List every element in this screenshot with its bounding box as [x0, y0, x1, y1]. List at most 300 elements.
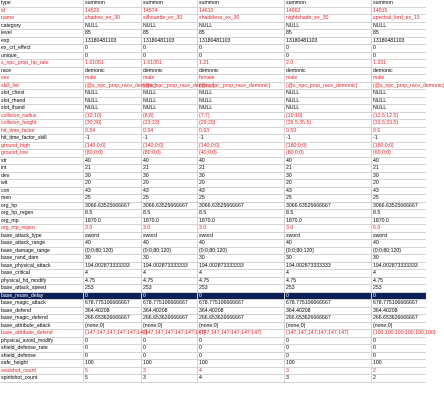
row-key-cell[interactable]: shield_defense [0, 353, 84, 360]
row-key-cell[interactable]: ex_crt_effect [0, 45, 84, 52]
value-cell[interactable]: 13180481103 [84, 38, 142, 45]
value-cell[interactable]: 364.40208 [373, 307, 398, 314]
table-row[interactable] [0, 113, 426, 121]
value-cell[interactable]: NULL [198, 90, 285, 97]
value-cell[interactable]: 30 [285, 255, 372, 262]
value-cell[interactable]: 364.40208 [84, 308, 142, 315]
value-cell[interactable]: 0 [84, 53, 142, 60]
value-cell[interactable]: 4.75 [142, 278, 198, 285]
value-cell[interactable]: 0 [373, 352, 376, 359]
value-cell[interactable]: NULL [373, 90, 387, 96]
value-cell[interactable]: summon [373, 0, 393, 6]
value-cell[interactable]: silhouette_ex_30 [142, 15, 198, 22]
value-cell[interactable]: NULL [373, 105, 387, 111]
value-cell[interactable]: 30 [198, 255, 285, 262]
value-cell[interactable]: NULL [198, 23, 285, 30]
value-cell[interactable]: 0.59 [285, 128, 372, 135]
value-cell[interactable]: {100;100;100;100;100;100} [373, 330, 436, 336]
value-cell[interactable]: 40 [84, 158, 142, 165]
value-cell[interactable]: 0 [285, 353, 372, 360]
value-cell[interactable]: 8.5 [198, 210, 285, 217]
value-cell[interactable]: NULL [84, 90, 142, 97]
table-row[interactable] [0, 293, 426, 301]
value-cell[interactable]: nightshade_ex_30 [285, 15, 372, 22]
value-cell[interactable]: 1.331 [373, 60, 386, 66]
value-cell[interactable]: 364.40208 [285, 308, 372, 315]
value-cell[interactable]: 30 [373, 255, 379, 261]
value-cell[interactable]: 266.653626666667 [373, 315, 418, 321]
value-cell[interactable]: {none;0} [285, 323, 372, 330]
value-cell[interactable]: NULL [285, 23, 372, 30]
value-cell[interactable]: 1.61051 [142, 60, 198, 67]
value-cell[interactable]: 30 [84, 255, 142, 262]
row-key-cell[interactable]: base_rand_dam [0, 255, 84, 262]
value-cell[interactable]: {80;0;0} [142, 150, 198, 157]
row-key-cell[interactable]: base_critical [0, 270, 84, 277]
value-cell[interactable]: 2 [373, 375, 376, 381]
row-key-cell[interactable]: name [0, 15, 84, 22]
value-cell[interactable]: summon [285, 0, 372, 7]
value-cell[interactable]: {10;10} [84, 113, 142, 120]
value-cell[interactable]: {none;0} [198, 323, 285, 330]
value-cell[interactable]: 1870.0 [285, 218, 372, 225]
value-cell[interactable]: 100 [198, 360, 285, 367]
value-cell[interactable]: 194.002873333333 [285, 263, 372, 270]
value-cell[interactable]: NULL [285, 98, 372, 105]
table-row[interactable] [0, 98, 426, 106]
value-cell[interactable]: 21 [285, 165, 372, 172]
row-key-cell[interactable]: ground_low [0, 150, 84, 157]
table-row[interactable] [0, 143, 426, 151]
table-row[interactable] [0, 15, 426, 23]
row-key-cell[interactable]: physical_hit_modify [0, 278, 84, 285]
value-cell[interactable]: NULL [142, 90, 198, 97]
value-cell[interactable]: 266.653626666667 [84, 315, 142, 322]
value-cell[interactable]: 43 [84, 188, 142, 195]
value-cell[interactable]: NULL [198, 98, 285, 105]
table-row[interactable] [0, 135, 426, 143]
table-row[interactable] [0, 105, 426, 113]
row-key-cell[interactable]: org_mp [0, 218, 84, 225]
value-cell[interactable]: 194.002873333333 [373, 262, 418, 269]
value-cell[interactable]: 43 [142, 188, 198, 195]
value-cell[interactable]: 85 [198, 30, 285, 37]
value-cell[interactable]: -1 [84, 135, 142, 142]
table-row[interactable] [0, 8, 426, 16]
row-key-cell[interactable]: s_npc_prop_hp_rate [0, 60, 84, 67]
row-key-cell[interactable]: category [0, 23, 84, 30]
value-cell[interactable]: {0;0;80;120} [285, 248, 372, 255]
value-cell[interactable]: 4 [142, 270, 198, 277]
value-cell[interactable]: 13180481103 [373, 37, 405, 44]
value-cell[interactable]: -1 [142, 135, 198, 142]
value-cell[interactable]: 0 [373, 337, 376, 344]
value-cell[interactable]: 1870.0 [142, 218, 198, 225]
value-cell[interactable]: 85 [142, 30, 198, 37]
value-cell[interactable]: 0 [84, 45, 142, 52]
value-cell[interactable]: {12.5;12.5} [373, 112, 399, 119]
value-cell[interactable]: 253 [285, 285, 372, 292]
value-cell[interactable]: {80;0;0} [84, 150, 142, 157]
value-cell[interactable]: 3066.63525666667 [84, 203, 142, 210]
value-cell[interactable]: {@s_npc_prop_race_demonic} [85, 82, 157, 89]
value-cell[interactable]: 25 [373, 195, 379, 201]
value-cell[interactable]: 0 [198, 338, 285, 345]
table-row[interactable] [0, 338, 426, 346]
row-key-cell[interactable]: con [0, 188, 84, 195]
value-cell[interactable]: 1.21 [198, 60, 285, 67]
value-cell[interactable]: summon [198, 0, 285, 7]
row-key-cell[interactable]: sex [0, 75, 84, 82]
value-cell[interactable]: NULL [142, 98, 198, 105]
value-cell[interactable]: male [285, 75, 372, 82]
value-cell[interactable]: sword [373, 232, 387, 239]
table-row[interactable] [0, 285, 426, 293]
value-cell[interactable]: NULL [285, 105, 372, 112]
value-cell[interactable]: 0 [373, 52, 376, 59]
value-cell[interactable]: demonic [373, 67, 393, 74]
value-cell[interactable]: NULL [142, 105, 198, 112]
value-cell[interactable]: {0;0;80;120} [373, 247, 401, 254]
value-cell[interactable]: 21 [198, 165, 285, 172]
value-cell[interactable]: 678.775106666667 [198, 300, 285, 307]
value-cell[interactable]: 0 [142, 345, 198, 352]
value-cell[interactable]: 0 [84, 293, 142, 300]
value-cell[interactable]: 0 [198, 345, 285, 352]
value-cell[interactable]: {147;147;147;147;147;147} [143, 330, 206, 336]
value-cell[interactable]: 0 [142, 338, 198, 345]
value-cell[interactable]: 85 [285, 30, 372, 37]
value-cell[interactable]: 253 [198, 285, 285, 292]
value-cell[interactable]: 678.775106666667 [84, 300, 142, 307]
row-key-cell[interactable]: level [0, 30, 84, 37]
value-cell[interactable]: 85 [84, 30, 142, 37]
value-cell[interactable]: sword [142, 233, 198, 240]
value-cell[interactable]: 0 [285, 45, 372, 52]
row-key-cell[interactable]: base_attribute_defend [0, 330, 84, 337]
value-cell[interactable]: 678.775106666667 [373, 300, 418, 306]
table-row[interactable] [0, 345, 426, 353]
value-cell[interactable]: 0 [285, 338, 372, 345]
value-cell[interactable]: 40 [198, 158, 285, 165]
row-key-cell[interactable]: collision_height [0, 120, 84, 127]
value-cell[interactable]: 20 [285, 180, 372, 187]
row-key-cell[interactable]: base_magic_defend [0, 315, 84, 322]
value-cell[interactable]: shadeless_ex_30 [198, 15, 285, 22]
value-cell[interactable]: {10;10} [285, 113, 372, 120]
table-row[interactable] [0, 90, 426, 98]
table-row[interactable] [0, 225, 426, 233]
row-key-cell[interactable]: base_magic_attack [0, 300, 84, 307]
value-cell[interactable]: 4.75 [198, 278, 285, 285]
value-cell[interactable]: {0;0;80;120} [198, 248, 285, 255]
value-cell[interactable]: 6.0 [373, 225, 381, 231]
value-cell[interactable]: 3.0 [142, 225, 198, 232]
value-cell[interactable]: 4 [198, 368, 285, 375]
value-cell[interactable]: 30 [142, 173, 198, 180]
value-cell[interactable]: -1 [373, 135, 378, 141]
value-cell[interactable]: 5 [84, 375, 142, 382]
value-cell[interactable]: 253 [373, 285, 382, 291]
table-row[interactable] [0, 173, 426, 181]
table-row[interactable] [0, 210, 426, 218]
value-cell[interactable]: 14610 [198, 8, 285, 15]
value-cell[interactable]: 194.002873333333 [198, 263, 285, 270]
value-cell[interactable]: 266.653626666667 [198, 315, 285, 322]
value-cell[interactable]: 100 [84, 360, 142, 367]
value-cell[interactable]: 678.775106666667 [285, 300, 372, 307]
value-cell[interactable]: 0 [198, 353, 285, 360]
value-cell[interactable]: 0 [142, 53, 198, 60]
value-cell[interactable]: 0 [285, 53, 372, 60]
value-cell[interactable]: {180;0;0} [373, 142, 394, 149]
row-key-cell[interactable]: wit [0, 180, 84, 187]
value-cell[interactable]: 30 [373, 172, 379, 179]
table-row[interactable] [0, 120, 426, 128]
value-cell[interactable]: sword [84, 233, 142, 240]
value-cell[interactable]: 25 [142, 195, 198, 202]
value-cell[interactable]: 1870.0 [198, 218, 285, 225]
value-cell[interactable]: 0 [84, 353, 142, 360]
value-cell[interactable]: 100 [373, 360, 382, 366]
value-cell[interactable]: {29;29} [198, 120, 285, 127]
value-cell[interactable]: {@s_npc_prop_race_demonic} [143, 82, 215, 89]
row-key-cell[interactable]: type [0, 0, 84, 7]
value-cell[interactable]: 40 [373, 240, 379, 246]
value-cell[interactable]: 5 [84, 368, 142, 375]
value-cell[interactable]: 40 [142, 240, 198, 247]
row-key-cell[interactable]: base_attack_range [0, 240, 84, 247]
row-key-cell[interactable]: org_hp [0, 203, 84, 210]
value-cell[interactable]: 0 [285, 293, 372, 300]
value-cell[interactable]: 8.5 [142, 210, 198, 217]
row-key-cell[interactable]: exp [0, 38, 84, 45]
value-cell[interactable]: 0.54 [84, 128, 142, 135]
value-cell[interactable]: {140;0;0} [198, 143, 285, 150]
value-cell[interactable]: 194.002873333333 [142, 263, 198, 270]
value-cell[interactable]: 678.775106666667 [142, 300, 198, 307]
row-key-cell[interactable]: base_reuse_delay [0, 293, 84, 300]
value-cell[interactable]: 20 [373, 180, 379, 186]
table-row[interactable] [0, 45, 426, 53]
value-cell[interactable]: 1870.0 [84, 218, 142, 225]
value-cell[interactable]: 40 [198, 240, 285, 247]
value-cell[interactable]: 4 [198, 375, 285, 382]
value-cell[interactable]: 8.5 [373, 210, 381, 216]
value-cell[interactable]: 21 [373, 165, 379, 171]
value-cell[interactable]: -1 [198, 135, 285, 142]
value-cell[interactable]: NULL [84, 98, 142, 105]
row-key-cell[interactable]: unique_ [0, 53, 84, 60]
row-key-cell[interactable]: base_attribute_attack [0, 323, 84, 330]
row-key-cell[interactable]: slot_rhand [0, 98, 84, 105]
value-cell[interactable]: 3.0 [198, 225, 285, 232]
value-cell[interactable]: demonic [285, 68, 372, 75]
table-row[interactable] [0, 158, 426, 166]
value-cell[interactable]: NULL [142, 23, 198, 30]
value-cell[interactable]: {30;30} [84, 120, 142, 127]
value-cell[interactable]: 3 [142, 375, 198, 382]
table-row[interactable] [0, 270, 426, 278]
table-row[interactable] [0, 188, 426, 196]
value-cell[interactable]: {0;0;80;120} [142, 248, 198, 255]
row-key-cell[interactable]: hit_time_factor_skill [0, 135, 84, 142]
value-cell[interactable]: 13180481103 [285, 38, 372, 45]
value-cell[interactable]: 253 [142, 285, 198, 292]
value-cell[interactable]: 4 [198, 270, 285, 277]
value-cell[interactable]: 3066.63525666667 [142, 203, 198, 210]
value-cell[interactable]: 40 [142, 158, 198, 165]
value-cell[interactable]: sword [198, 233, 285, 240]
table-row[interactable] [0, 38, 426, 46]
row-key-cell[interactable]: base_defend [0, 308, 84, 315]
value-cell[interactable]: 85 [373, 30, 379, 36]
table-row[interactable] [0, 23, 426, 31]
table-row[interactable] [0, 195, 426, 203]
value-cell[interactable]: 0 [285, 345, 372, 352]
value-cell[interactable]: summon [84, 0, 142, 7]
table-row[interactable] [0, 233, 426, 241]
value-cell[interactable]: 13180481103 [198, 38, 285, 45]
value-cell[interactable]: {7;7} [198, 113, 285, 120]
value-cell[interactable]: 4.75 [84, 278, 142, 285]
table-row[interactable] [0, 0, 426, 8]
value-cell[interactable]: {140;0;0} [142, 143, 198, 150]
value-cell[interactable]: 100 [142, 360, 198, 367]
value-cell[interactable]: 14574 [142, 8, 198, 15]
value-cell[interactable]: {80;0;0} [285, 150, 372, 157]
row-key-cell[interactable]: slot_chest [0, 90, 84, 97]
table-row[interactable] [0, 218, 426, 226]
row-key-cell[interactable]: int [0, 165, 84, 172]
value-cell[interactable]: 43 [373, 187, 379, 194]
row-key-cell[interactable]: id [0, 8, 84, 15]
value-cell[interactable]: male [373, 75, 385, 81]
value-cell[interactable]: 0 [142, 293, 198, 300]
table-row[interactable] [0, 82, 444, 91]
value-cell[interactable]: 0 [142, 45, 198, 52]
value-cell[interactable]: sword [285, 233, 372, 240]
row-key-cell[interactable]: soulshot_count [0, 368, 84, 375]
value-cell[interactable]: 40 [285, 240, 372, 247]
value-cell[interactable]: 4 [373, 270, 376, 276]
table-row[interactable] [0, 368, 426, 376]
table-row[interactable] [0, 315, 426, 323]
row-key-cell[interactable]: org_mp_regen [0, 225, 84, 232]
value-cell[interactable]: 364.40208 [142, 308, 198, 315]
value-cell[interactable]: 0 [142, 353, 198, 360]
table-row[interactable] [0, 323, 426, 331]
value-cell[interactable]: 100 [285, 360, 372, 367]
table-row[interactable] [0, 150, 426, 158]
row-key-cell[interactable]: base_attack_speed [0, 285, 84, 292]
table-row[interactable] [0, 165, 426, 173]
value-cell[interactable]: 2 [373, 367, 376, 374]
table-row[interactable] [0, 75, 426, 83]
value-cell[interactable]: 3066.63525666667 [198, 203, 285, 210]
value-cell[interactable]: 0 [84, 338, 142, 345]
value-cell[interactable]: 0.63 [198, 128, 285, 135]
value-cell[interactable]: demonic [198, 68, 285, 75]
value-cell[interactable]: NULL [373, 22, 387, 29]
value-cell[interactable]: 4.75 [373, 277, 384, 284]
value-cell[interactable]: {180;0;0} [285, 143, 372, 150]
value-cell[interactable]: {none;0} [142, 323, 198, 330]
row-key-cell[interactable]: hit_time_factor [0, 128, 84, 135]
value-cell[interactable]: 0 [198, 45, 285, 52]
value-cell[interactable]: 30 [84, 173, 142, 180]
row-key-cell[interactable]: men [0, 195, 84, 202]
value-cell[interactable]: 266.653626666667 [285, 315, 372, 322]
value-cell[interactable]: 25 [84, 195, 142, 202]
value-cell[interactable]: 3 [142, 368, 198, 375]
value-cell[interactable]: {8;8} [142, 113, 198, 120]
value-cell[interactable]: 14915 [373, 7, 388, 14]
row-key-cell[interactable]: str [0, 158, 84, 165]
table-row[interactable] [0, 248, 426, 256]
row-key-cell[interactable]: base_physical_attack [0, 263, 84, 270]
value-cell[interactable]: 20 [142, 180, 198, 187]
row-key-cell[interactable]: spiritshot_count [0, 375, 84, 382]
table-row[interactable] [0, 240, 426, 248]
value-cell[interactable]: 30 [285, 173, 372, 180]
value-cell[interactable]: {35.5;35.5} [285, 120, 372, 127]
table-row[interactable] [0, 308, 426, 316]
value-cell[interactable]: 20 [84, 180, 142, 187]
value-cell[interactable]: 0 [198, 293, 285, 300]
table-row[interactable] [0, 300, 426, 308]
value-cell[interactable]: 43 [198, 188, 285, 195]
value-cell[interactable]: -1 [285, 135, 372, 142]
value-cell[interactable]: {147;147;147;147;147;147} [198, 330, 285, 337]
value-cell[interactable]: demonic [84, 68, 142, 75]
value-cell[interactable]: 13180481103 [142, 38, 198, 45]
value-cell[interactable]: 21 [142, 165, 198, 172]
row-key-cell[interactable]: org_hp_regen [0, 210, 84, 217]
row-key-cell[interactable]: physical_avoid_modify [0, 338, 84, 345]
table-row[interactable] [0, 353, 426, 361]
value-cell[interactable]: 8.5 [84, 210, 142, 217]
value-cell[interactable]: 3 [285, 375, 372, 382]
value-cell[interactable]: 0.6 [373, 127, 381, 134]
value-cell[interactable]: summon [142, 0, 198, 7]
value-cell[interactable]: NULL [373, 97, 387, 104]
value-cell[interactable]: 2.0 [285, 60, 372, 67]
value-cell[interactable]: 21 [84, 165, 142, 172]
value-cell[interactable]: spectral_lord_ex_15 [373, 15, 420, 21]
value-cell[interactable]: 43 [285, 188, 372, 195]
row-key-cell[interactable]: slot_lhand [0, 105, 84, 112]
value-cell[interactable]: 0 [373, 345, 376, 351]
table-row[interactable] [0, 375, 426, 383]
value-cell[interactable]: 20 [198, 180, 285, 187]
value-cell[interactable]: {23;23} [142, 120, 198, 127]
table-row[interactable] [0, 60, 426, 68]
value-cell[interactable]: 0 [198, 53, 285, 60]
value-cell[interactable]: 0 [373, 292, 376, 299]
table-row[interactable] [0, 203, 426, 211]
value-cell[interactable]: NULL [285, 90, 372, 97]
value-cell[interactable]: 194.002873333333 [84, 263, 142, 270]
value-cell[interactable]: male [84, 75, 142, 82]
row-key-cell[interactable]: base_attack_type [0, 233, 84, 240]
value-cell[interactable]: 0 [84, 345, 142, 352]
value-cell[interactable]: {40;0;0} [198, 150, 285, 157]
value-cell[interactable]: {0;0;80;120} [84, 248, 142, 255]
value-cell[interactable]: NULL [198, 105, 285, 112]
value-cell[interactable]: 1.61051 [84, 60, 142, 67]
value-cell[interactable]: 4 [285, 270, 372, 277]
